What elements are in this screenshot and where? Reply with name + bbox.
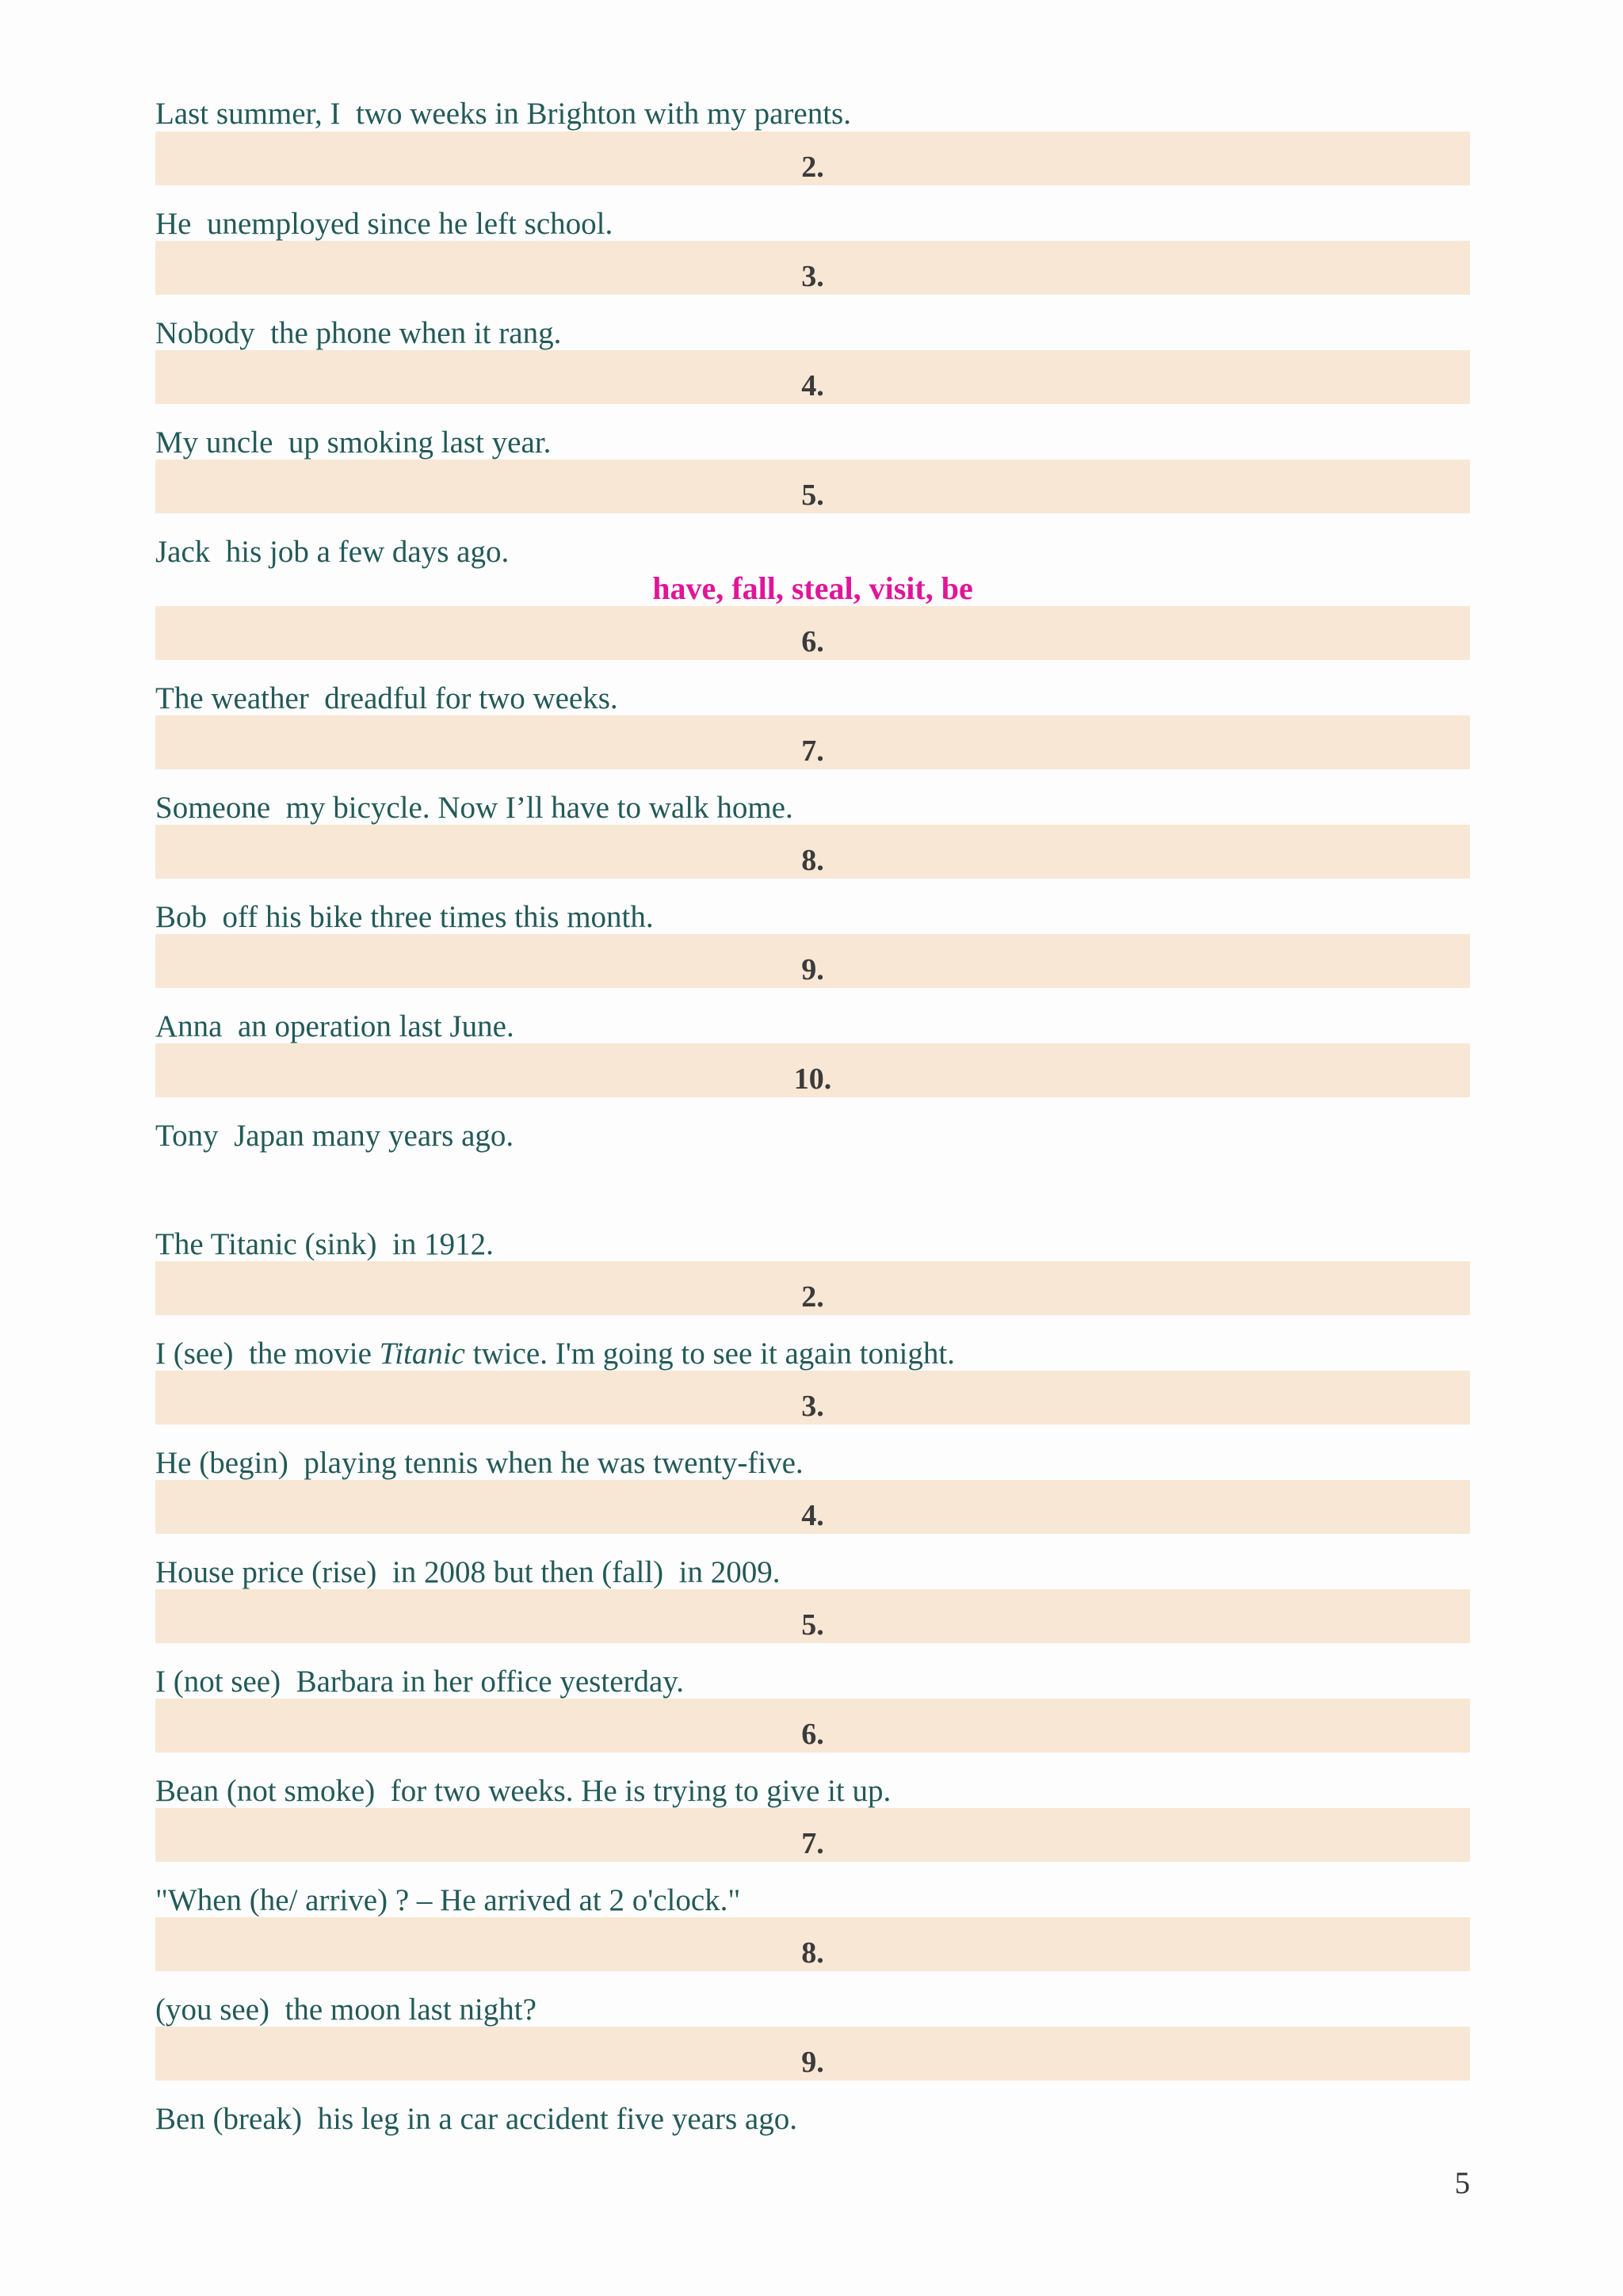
sentence-3-8: (you see) the moon last night?: [155, 1993, 537, 2027]
sentence-1-1: Last summer, I two weeks in Brighton with my parents.: [155, 97, 851, 131]
item-number: 10.: [793, 1062, 832, 1096]
item-number: 5.: [801, 1608, 824, 1642]
answer-row[interactable]: [155, 241, 1470, 295]
sentence-3-6: Bean (not smoke) for two weeks. He is trying to give it up.: [155, 1774, 892, 1808]
sentence-2-6: The weather dreadful for two weeks.: [155, 681, 618, 715]
sentence-3-5: I (not see) Barbara in her office yesterday.: [155, 1665, 685, 1699]
sentence-2-9: Anna an operation last June.: [155, 1009, 514, 1043]
sentence-3-4: House price (rise) in 2008 but then (fall) in 2009.: [155, 1555, 781, 1589]
sentence-2-7: Someone my bicycle. Now I’ll have to walk home.: [155, 791, 793, 825]
sentence-3-7: "When (he/ arrive) ? – He arrived at 2 o'clock.": [155, 1883, 741, 1917]
item-number: 8.: [801, 844, 824, 877]
answer-row[interactable]: [155, 132, 1470, 185]
movie-title: Titanic: [379, 1337, 465, 1371]
sentence-1-3: Nobody the phone when it rang.: [155, 316, 562, 350]
answer-row[interactable]: [155, 350, 1470, 404]
answer-row[interactable]: [155, 1589, 1470, 1643]
sentence-1-4: My uncle up smoking last year.: [155, 425, 552, 460]
item-number: 7.: [801, 734, 824, 768]
item-number: 8.: [801, 1936, 824, 1970]
answer-row[interactable]: [155, 2027, 1470, 2081]
item-number: 9.: [801, 953, 824, 986]
answer-row[interactable]: [155, 1371, 1470, 1425]
answer-row[interactable]: [155, 1480, 1470, 1534]
answer-row[interactable]: [155, 1043, 1470, 1097]
sentence-text: I (see) the movie: [155, 1337, 380, 1371]
answer-row[interactable]: [155, 460, 1470, 513]
sentence-1-5: Jack his job a few days ago.: [155, 535, 510, 569]
answer-row[interactable]: [155, 825, 1470, 879]
sentence-2-8: Bob off his bike three times this month.: [155, 900, 654, 934]
item-number: 6.: [801, 625, 824, 658]
item-number: 5.: [801, 479, 824, 512]
page-number: 5: [1454, 2166, 1470, 2200]
item-number: 4.: [801, 369, 824, 402]
answer-row[interactable]: [155, 1917, 1470, 1971]
sentence-1-2: He unemployed since he left school.: [155, 207, 613, 241]
item-number: 3.: [801, 260, 824, 293]
item-number: 7.: [801, 1827, 824, 1860]
answer-row[interactable]: [155, 606, 1470, 660]
answer-row[interactable]: [155, 934, 1470, 988]
sentence-text: twice. I'm going to see it again tonight.: [465, 1337, 955, 1371]
item-number: 6.: [801, 1718, 824, 1751]
answer-row[interactable]: [155, 1261, 1470, 1315]
item-number: 9.: [801, 2046, 824, 2079]
sentence-2-10: Tony Japan many years ago.: [155, 1119, 514, 1153]
item-number: 2.: [801, 151, 824, 184]
item-number: 4.: [801, 1499, 824, 1532]
item-number: 2.: [801, 1280, 824, 1314]
answer-row[interactable]: [155, 715, 1470, 769]
answer-row[interactable]: [155, 1699, 1470, 1753]
answer-row[interactable]: [155, 1808, 1470, 1862]
sentence-3-3: He (begin) playing tennis when he was twenty-five.: [155, 1446, 804, 1480]
item-number: 3.: [801, 1390, 824, 1423]
sentence-3-1: The Titanic (sink) in 1912.: [155, 1227, 494, 1261]
sentence-3-9: Ben (break) his leg in a car accident five years ago.: [155, 2102, 797, 2136]
word-bank: have, fall, steal, visit, be: [652, 570, 973, 606]
